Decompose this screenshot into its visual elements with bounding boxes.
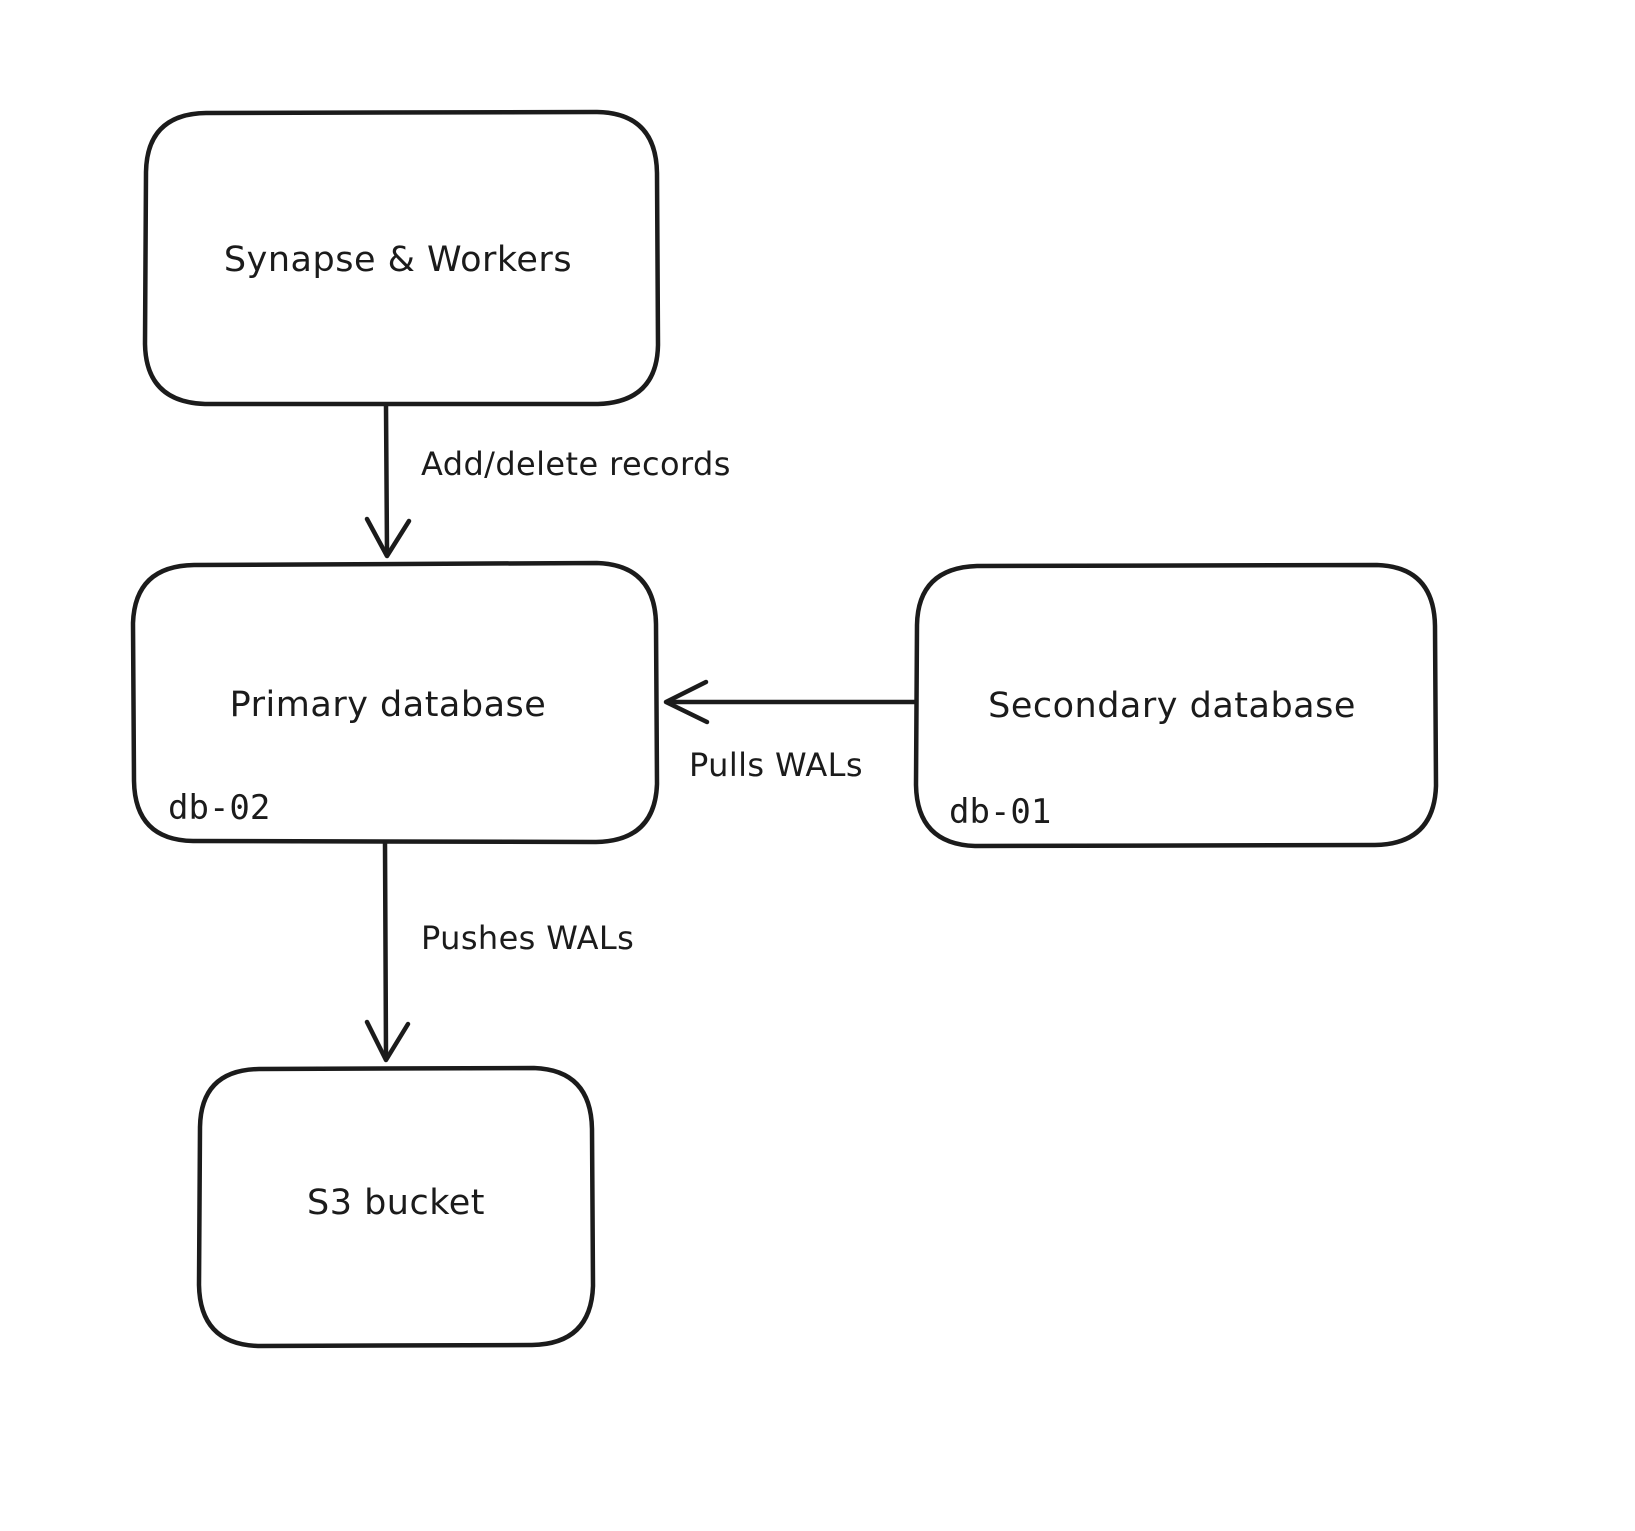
- node-secondary-shape[interactable]: [916, 565, 1436, 846]
- edge-label-pulls-wals: Pulls WALs: [689, 746, 863, 784]
- node-synapse-shape[interactable]: [145, 112, 658, 404]
- edge-label-add-delete-records: Add/delete records: [421, 445, 731, 483]
- node-secondary-sublabel: db-01: [949, 792, 1052, 832]
- edge-primary-to-s3-line: [385, 843, 386, 1056]
- node-primary-sublabel: db-02: [168, 788, 271, 828]
- node-s3-label: S3 bucket: [306, 1183, 486, 1223]
- node-synapse-label: Synapse & Workers: [223, 240, 573, 280]
- edge-synapse-to-primary-line: [386, 406, 387, 552]
- edge-label-pushes-wals: Pushes WALs: [421, 919, 635, 957]
- node-s3-shape[interactable]: [199, 1068, 593, 1346]
- node-primary-shape[interactable]: [133, 563, 657, 842]
- node-secondary-label: Secondary database: [988, 686, 1356, 726]
- node-primary-label: Primary database: [229, 685, 547, 725]
